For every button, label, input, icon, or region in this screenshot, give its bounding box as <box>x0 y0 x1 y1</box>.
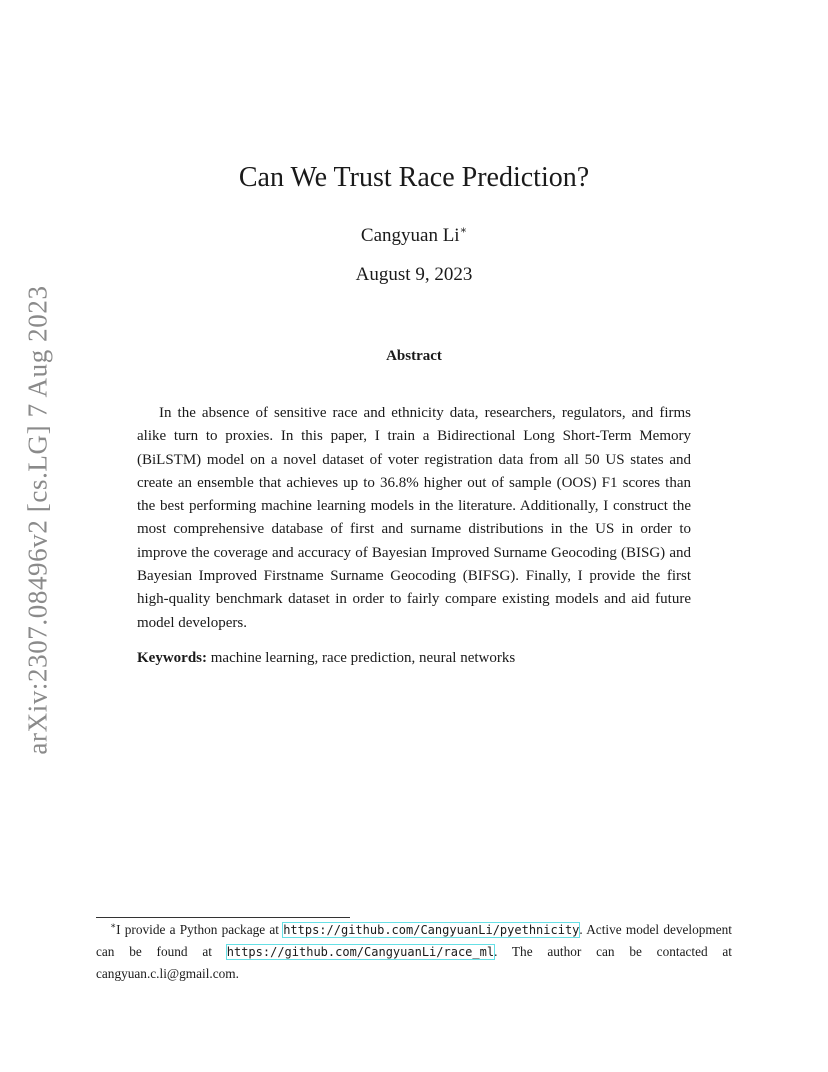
footnote-text-3: . The author can be contacted at cangyuan.c.li@gmail.com. <box>96 944 733 981</box>
arxiv-identifier-stamp: arXiv:2307.08496v2 [cs.LG] 7 Aug 2023 <box>22 285 53 755</box>
pyethnicity-link[interactable]: https://github.com/CangyuanLi/pyethnicity <box>283 923 580 937</box>
keywords-label: Keywords: <box>137 650 207 666</box>
author-name: Cangyuan Li <box>360 225 460 246</box>
race-ml-link[interactable]: https://github.com/CangyuanLi/race_ml <box>226 945 495 959</box>
footnote-mark: ∗ <box>110 920 117 931</box>
keywords-text: machine learning, race prediction, neural networks <box>210 650 516 666</box>
paper-date: August 9, 2023 <box>355 264 473 285</box>
author-footnote-mark[interactable]: ∗ <box>459 224 468 237</box>
footnote <box>96 919 732 984</box>
abstract-body: In the absence of sensitive race and ethnicity data, researchers, regulators, and firms alike turn to proxies. In this paper, I train a Bidirectional Long Short-Term Memory (BiLSTM) model on a novel dataset of voter registration data from all 50 US states and create an ensemble that achieves up to 36.8% higher out of sample (OOS) F1 scores than the best performing machine learning models in the literature. Additionally, I construct the most comprehensive database of first and surname distributions in the US in order to improve the coverage and accuracy of Bayesian Improved Surname Geocoding (BISG) and Bayesian Improved Firstname Surname Geocoding (BIFSG). Finally, I provide the first high-quality benchmark dataset in order to fairly compare existing models and aid future model developers. <box>137 405 691 631</box>
footnote-text-1: I provide a Python package at <box>116 922 284 937</box>
footnote-divider <box>96 917 350 918</box>
keywords-line <box>137 650 691 667</box>
abstract-heading: Abstract <box>386 348 442 364</box>
footnote-text-2: . Active model development can be found at <box>96 922 732 959</box>
paper-title: Can We Trust Race Prediction? <box>238 162 590 193</box>
author-line <box>0 225 828 247</box>
